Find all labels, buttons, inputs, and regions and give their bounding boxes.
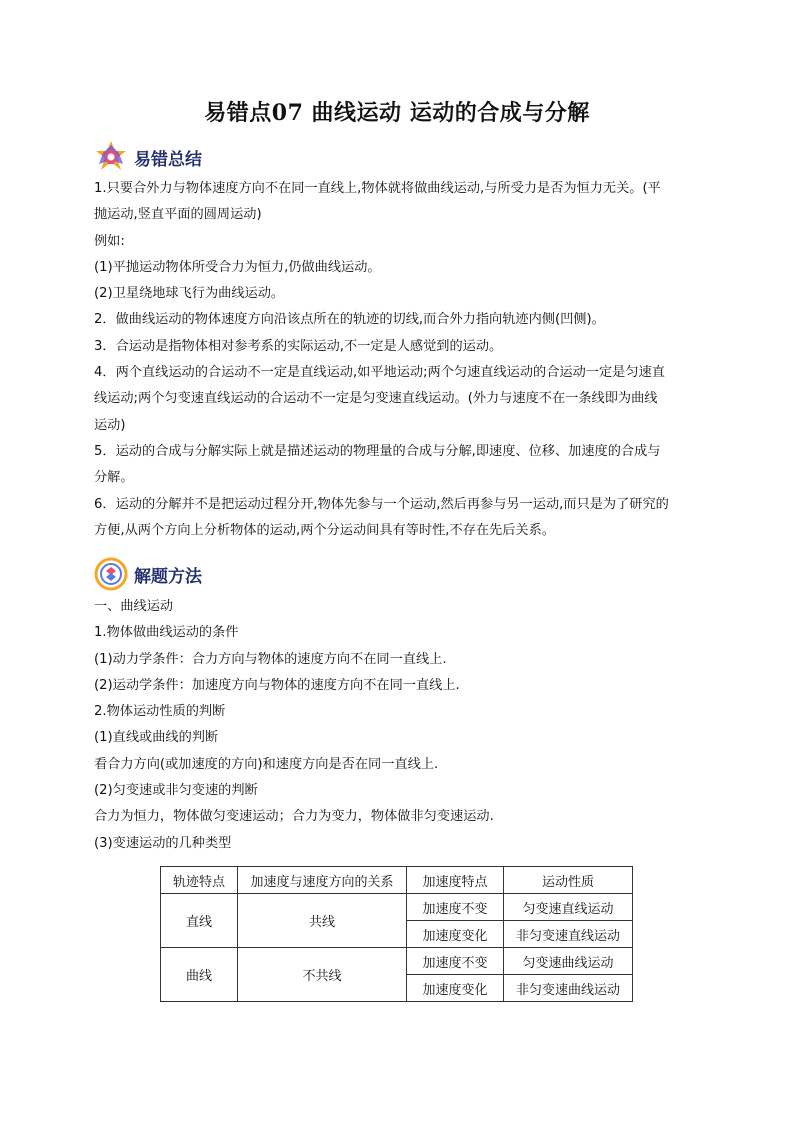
table-header-cell: 轨迹特点	[161, 867, 238, 894]
method-line: (1)直线或曲线的判断	[94, 730, 219, 746]
summary-content	[94, 176, 702, 544]
section-summary-label: 易错总结	[134, 149, 202, 170]
table-row	[161, 894, 633, 921]
table-cell: 加速度变化	[407, 975, 504, 1002]
table-cell: 加速度变化	[407, 921, 504, 948]
summary-line: 分解。	[94, 470, 134, 486]
table-header-cell: 运动性质	[504, 867, 633, 894]
method-badge-icon	[94, 557, 128, 591]
summary-line: 方便,从两个方向上分析物体的运动,两个分运动间具有等时性,不存在先后关系。	[94, 522, 555, 538]
table-cell: 匀变速直线运动	[504, 894, 633, 921]
table-row	[161, 948, 633, 975]
method-line: 1.物体做曲线运动的条件	[94, 625, 239, 641]
summary-line: 抛运动,竖直平面的圆周运动)	[94, 207, 262, 223]
method-line: (1)动力学条件：合力方向与物体的速度方向不在同一直线上.	[94, 651, 447, 667]
summary-line: 2．做曲线运动的物体速度方向沿该点所在的轨迹的切线,而合外力指向轨迹内侧(凹侧)。	[94, 312, 605, 328]
table-cell: 匀变速曲线运动	[504, 948, 633, 975]
method-line: 一、曲线运动	[94, 599, 174, 614]
table-header-cell: 加速度与速度方向的关系	[238, 867, 407, 894]
table-cell: 非匀变速直线运动	[504, 921, 633, 948]
summary-line: (1)平抛运动物体所受合力为恒力,仍做曲线运动。	[94, 259, 381, 275]
table-cell-relation: 不共线	[238, 948, 407, 1002]
table-cell-track: 曲线	[161, 948, 238, 1002]
method-line: (2)运动学条件：加速度方向与物体的速度方向不在同一直线上.	[94, 677, 460, 693]
table-cell: 加速度不变	[407, 894, 504, 921]
table-cell: 非匀变速曲线运动	[504, 975, 633, 1002]
table-cell-track: 直线	[161, 894, 238, 948]
table-cell: 加速度不变	[407, 948, 504, 975]
table-cell-relation: 共线	[238, 894, 407, 948]
section-method-label: 解题方法	[134, 566, 202, 587]
summary-line: 3．合运动是指物体相对参考系的实际运动,不一定是人感觉到的运动。	[94, 338, 503, 354]
summary-line: 运动)	[94, 417, 126, 433]
method-line: (2)匀变速或非匀变速的判断	[94, 783, 258, 799]
summary-line: 线运动;两个匀变速直线运动的合运动不一定是匀变速直线运动。(外力与速度不在一条线即为曲线	[94, 391, 658, 407]
table-header-row	[161, 867, 633, 894]
method-line: 看合力方向(或加速度的方向)和速度方向是否在同一直线上.	[94, 756, 439, 772]
method-line: 合力为恒力，物体做匀变速运动；合力为变力，物体做非匀变速运动.	[94, 809, 494, 825]
summary-line: 1.只要合外力与物体速度方向不在同一直线上,物体就将做曲线运动,与所受力是否为恒力无关。(平	[94, 181, 661, 196]
motion-type-table	[160, 866, 633, 1002]
method-line: (3)变速运动的几种类型	[94, 835, 232, 851]
summary-line: 5．运动的合成与分解实际上就是描述运动的物理量的合成与分解,即速度、位移、加速度的合成与	[94, 443, 661, 459]
summary-line: 6．运动的分解并不是把运动过程分开,物体先参与一个运动,然后再参与另一运动,而只是为了研究的	[94, 496, 669, 512]
page-title: 易错点07 曲线运动 运动的合成与分解	[204, 100, 590, 126]
table-header-cell: 加速度特点	[407, 867, 504, 894]
star-icon	[94, 140, 128, 174]
summary-line: (2)卫星绕地球飞行为曲线运动。	[94, 286, 285, 302]
section-method-header	[94, 558, 202, 590]
summary-line: 4．两个直线运动的合运动不一定是直线运动,如平地运动;两个匀速直线运动的合运动一定是匀速直	[94, 365, 665, 381]
section-summary-header	[94, 141, 202, 173]
method-line: 2.物体运动性质的判断	[94, 704, 226, 720]
method-content	[94, 594, 702, 857]
summary-line: 例如:	[94, 233, 125, 249]
